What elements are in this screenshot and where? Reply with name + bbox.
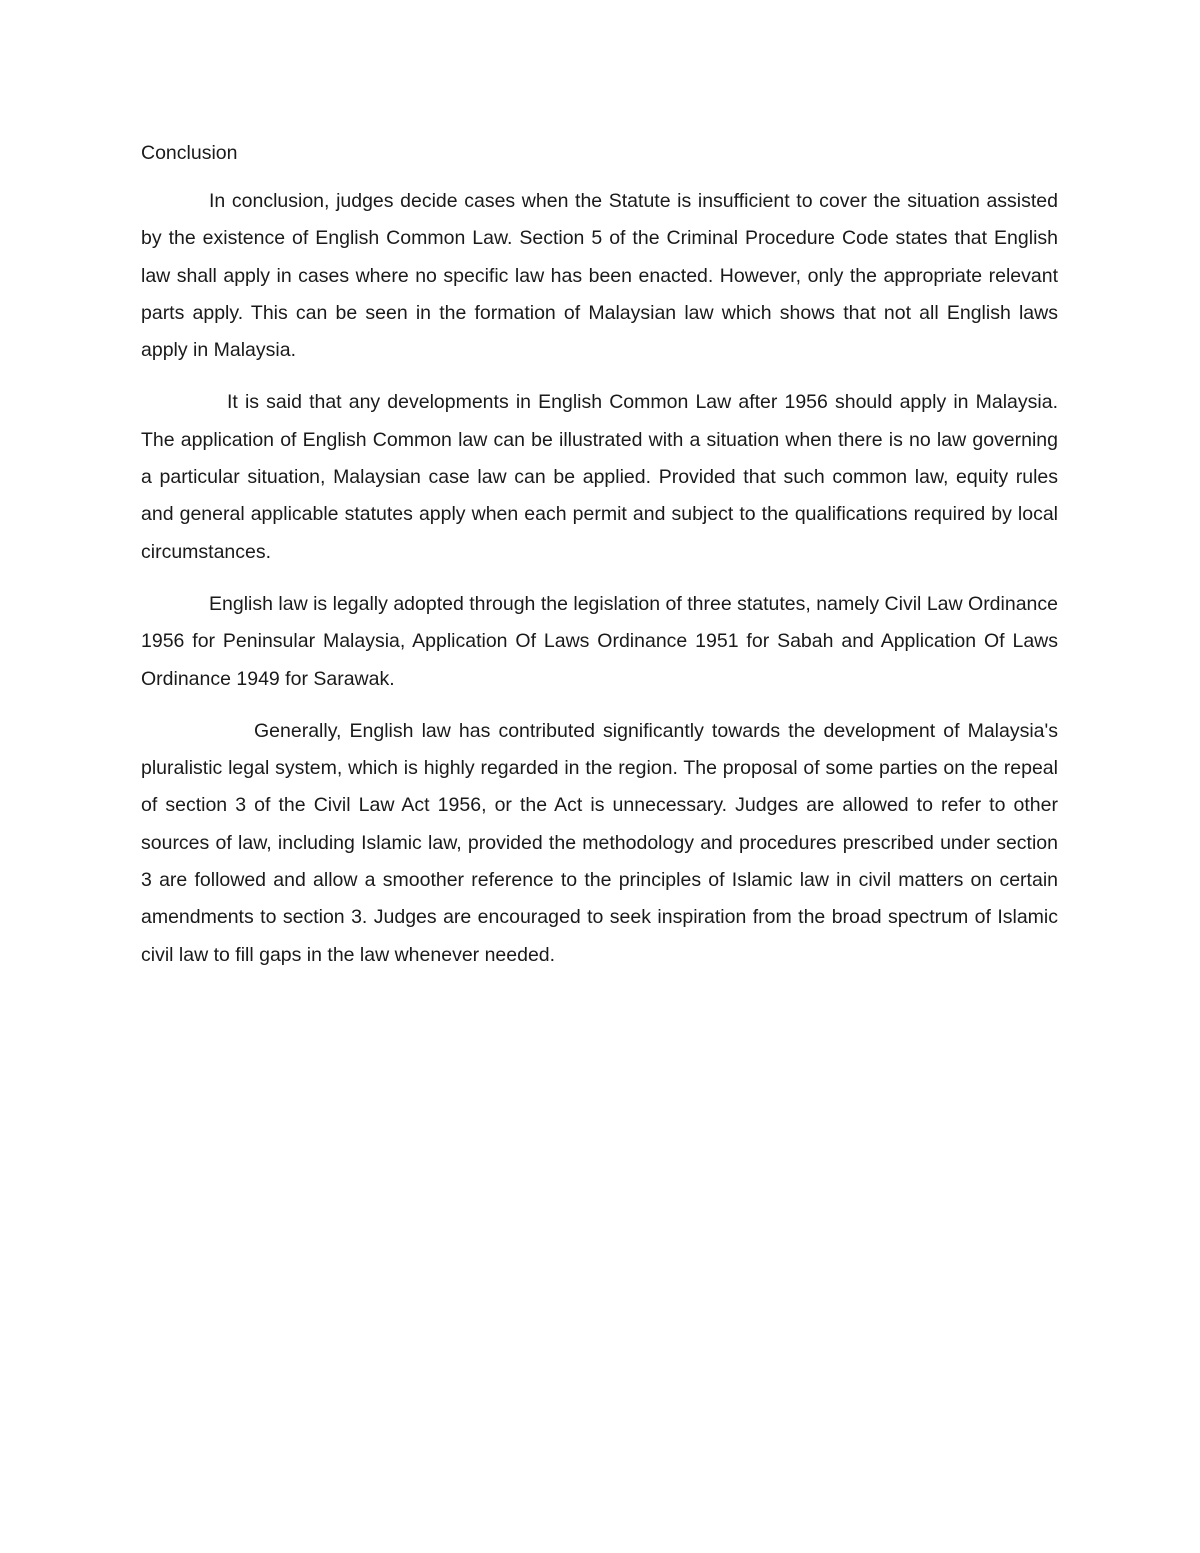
paragraph-4: Generally, English law has contributed significantly towards the development of Malaysia's pluralistic legal system, which is highly regarded in the region. The proposal of some parties on the repeal of section 3 of the Civil Law Act 1956, or the Act is unnecessary. Judges are allowed to refer to other sources of law, including Islamic law, provided the methodology and procedures prescribed under section 3 are followed and allow a smoother reference to the principles of Islamic law in civil matters on certain amendments to section 3. Judges are encouraged to seek inspiration from the broad spectrum of Islamic civil law to fill gaps in the law whenever needed. (141, 719, 1058, 966)
section-heading: Conclusion (141, 142, 238, 164)
document-body (141, 138, 1058, 989)
paragraph-3: English law is legally adopted through the legislation of three statutes, namely Civil Law Ordinance 1956 for Peninsular Malaysia, Application Of Laws Ordinance 1951 for Sabah and Application Of Laws Ordinance 1949 for Sarawak. (141, 592, 1058, 690)
paragraph-1: In conclusion, judges decide cases when the Statute is insufficient to cover the situation assisted by the existence of English Common Law. Section 5 of the Criminal Procedure Code states that English law shall apply in cases where no specific law has been enacted. However, only the appropriate relevant parts apply. This can be seen in the formation of Malaysian law which shows that not all English laws apply in Malaysia. (141, 190, 1058, 362)
paragraph-2: It is said that any developments in English Common Law after 1956 should apply in Malaysia. The application of English Common law can be illustrated with a situation when there is no law governing a particular situation, Malaysian case law can be applied. Provided that such common law, equity rules and general applicable statutes apply when each permit and subject to the qualifications required by local circumstances. (141, 391, 1058, 563)
